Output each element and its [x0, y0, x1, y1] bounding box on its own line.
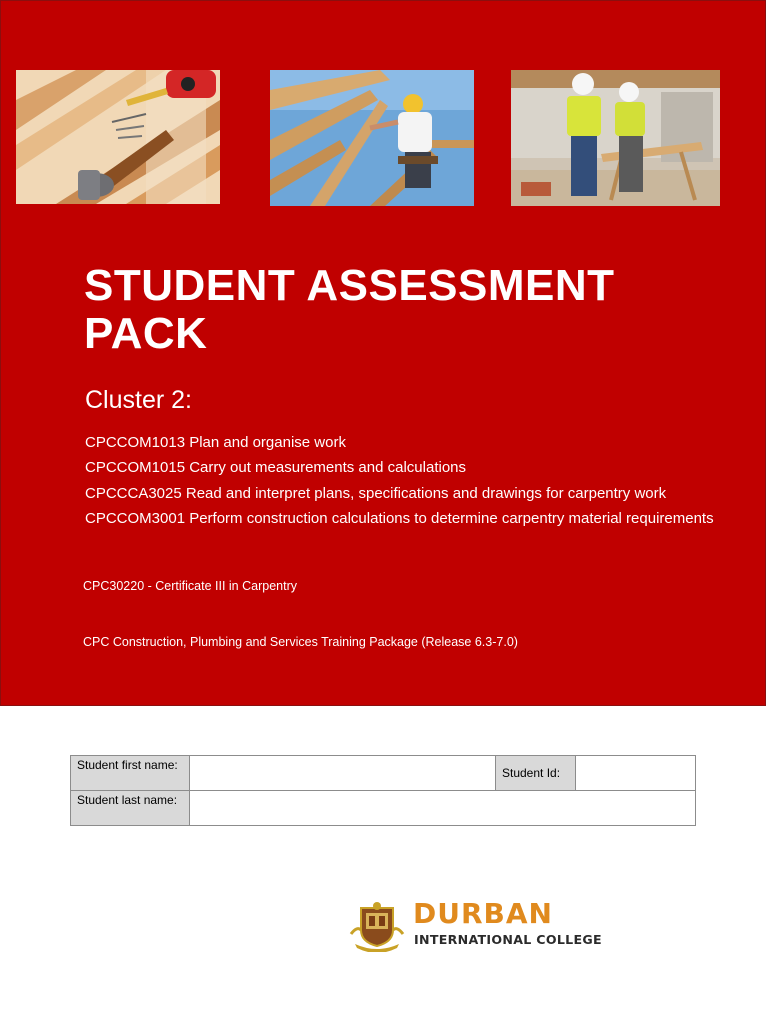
page-title [84, 262, 724, 358]
college-subtitle: INTERNATIONAL COLLEGE [414, 932, 602, 947]
cluster-heading: Cluster 2: [85, 386, 192, 414]
student-id-label: Student Id: [496, 756, 576, 791]
hammer-nails-tape-measure-photo [16, 70, 220, 204]
unit-list [85, 430, 714, 531]
student-first-name-label: Student first name: [71, 756, 190, 791]
table-row [71, 756, 696, 791]
unit-item: CPCCOM1013 Plan and organise work [85, 434, 346, 451]
unit-item: CPCCCA3025 Read and interpret plans, specifications and drawings for carpentry work [85, 484, 667, 502]
training-package-text: CPC Construction, Plumbing and Services Training Package (Release 6.3-7.0) [83, 635, 518, 649]
title-line-2: PACK [84, 309, 208, 358]
unit-item: CPCCOM1015 Carry out measurements and calculations [85, 459, 466, 477]
title-line-1: STUDENT ASSESSMENT [84, 261, 615, 310]
student-id-field[interactable] [576, 756, 696, 791]
student-last-name-field[interactable] [190, 791, 696, 826]
college-crest-icon [349, 900, 405, 952]
table-row [71, 791, 696, 826]
carpenter-on-roof-trusses-photo [270, 70, 474, 206]
student-details-table [70, 755, 696, 826]
student-last-name-label: Student last name: [71, 791, 190, 826]
student-first-name-field[interactable] [190, 756, 496, 791]
builders-with-sawhorse-photo [511, 70, 720, 206]
college-logo [349, 898, 619, 954]
unit-item: CPCCOM3001 Perform construction calculations to determine carpentry material requirements [85, 509, 714, 527]
qualification-text: CPC30220 - Certificate III in Carpentry [83, 579, 297, 593]
college-name: DURBAN [413, 897, 553, 930]
